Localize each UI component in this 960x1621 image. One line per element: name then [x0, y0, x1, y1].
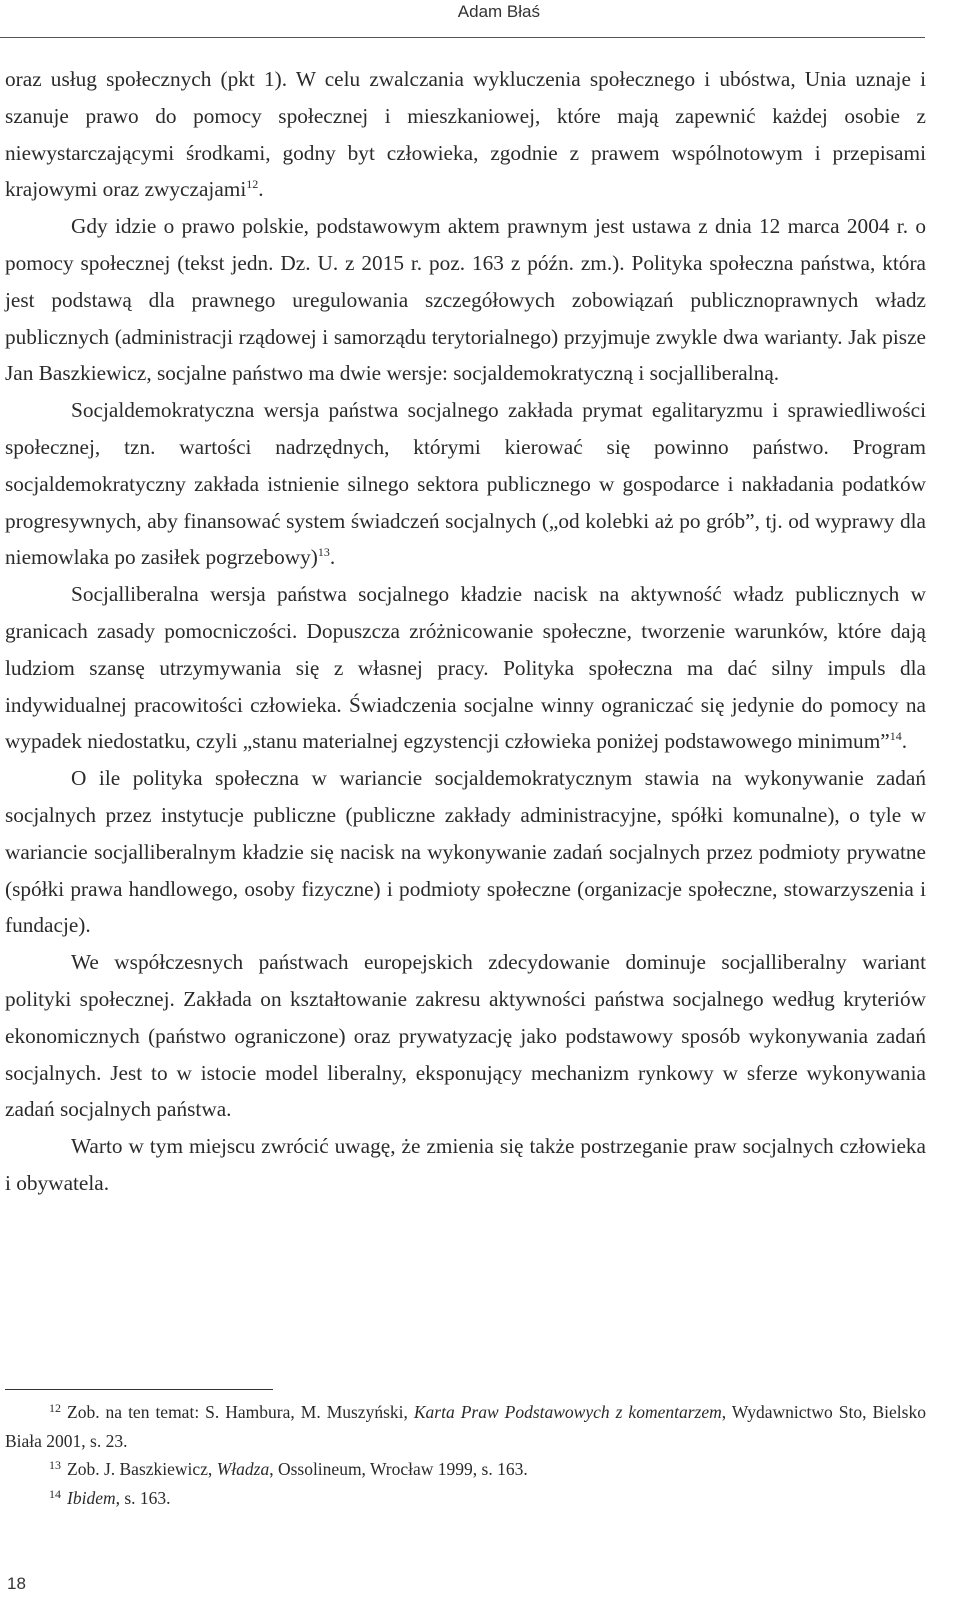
body-text [5, 61, 926, 1202]
page-number: 18 [7, 1574, 26, 1593]
paragraph-5: O ile polityka społeczna w wariancie socjaldemokratycznym stawia na wykonywanie zadań socjalnych przez instytucje publiczne (publiczne zakłady administracyjne, spółki komunalne), o tyle w wariancie socjalliberalnym kładzie się nacisk na wykonywanie zadań socjalnych przez podmioty prywatne (spółki prawa handlowego, osoby fizyczne) i podmioty społeczne (organizacje społeczne, stowarzyszenia i fundacje). [5, 766, 926, 938]
header-divider [0, 37, 925, 38]
footnote-ref-12: 12 [246, 177, 259, 192]
paragraph-1: oraz usług społecznych (pkt 1). W celu zwalczania wykluczenia społecznego i ubóstwa, Unia uznaje i szanuje prawo do pomocy społecznej i mieszkaniowej, które mają zapewnić każdej osobie z niewystarczającymi środkami, godny byt człowieka, zgodnie z prawem wspólnotowym i przepisami krajowymi oraz zwyczajami$^{12}$. [5, 67, 926, 202]
paragraph-3: Socjaldemokratyczna wersja państwa socjalnego zakłada prymat egalitaryzmu i sprawiedliwości społecznej, tzn. wartości nadrzędnych, którymi kierować się powinno państwo. Program socjaldemokratyczny zakłada istnienie silnego sektora publicznego w gospodarce i nakładania podatków progresywnych, aby finansować system świadczeń socjalnych („od kolebki aż po grób”, tj. od wyprawy dla niemowlaka po zasiłek pogrzebowy)$^{13}$. [5, 398, 926, 570]
paragraph-4: Socjalliberalna wersja państwa socjalnego kładzie nacisk na aktywność władz publicznych w granicach zasady pomocniczości. Dopuszcza zróżnicowanie społeczne, tworzenie warunków, które dają ludziom szansę utrzymywania się z własnej pracy. Polityka społeczna ma dać silny impuls dla indywidualnej pracowitości człowieka. Świadczenia socjalne winny ograniczać się jedynie do pomocy na wypadek niedostatku, czyli „stanu materialnej egzystencji człowieka poniżej podstawowego minimum”$^{14}$. [5, 582, 926, 754]
footnote-ref-14: 14 [889, 729, 902, 744]
footnotes [5, 1398, 926, 1512]
paragraph-2: Gdy idzie o prawo polskie, podstawowym aktem prawnym jest ustawa z dnia 12 marca 2004 r. o pomocy społecznej (tekst jedn. Dz. U. z 2015 r. poz. 163 z późn. zm.). Polityka społeczna państwa, która jest podstawą dla prawnego uregulowania szczegółowych zobowiązań publicznoprawnych władz publicznych (administracji rządowej i samorządu terytorialnego) przyjmuje zwykle dwa warianty. Jak pisze Jan Baszkiewicz, socjalne państwo ma dwie wersje: socjaldemokratyczną i socjalliberalną. [5, 214, 926, 386]
footnote-13: $^{13}$ Zob. J. Baszkiewicz, Władza, Ossolineum, Wrocław 1999, s. 163. [49, 1458, 528, 1479]
paragraph-7: Warto w tym miejscu zwrócić uwagę, że zmienia się także postrzeganie praw socjalnych człowieka i obywatela. [5, 1134, 926, 1195]
paragraph-6: We współczesnych państwach europejskich zdecydowanie dominuje socjalliberalny wariant polityki społecznej. Zakłada on kształtowanie zakresu aktywności państwa socjalnego według kryteriów ekonomicznych (państwo ograniczone) oraz prywatyzację jako podstawowy sposób wykonywania zadań socjalnych. Jest to w istocie model liberalny, eksponujący mechanizm rynkowy w sferze wykonywania zadań socjalnych państwa. [5, 950, 926, 1122]
footnote-14: $^{14}$ Ibidem, s. 163. [49, 1486, 171, 1508]
footnote-divider [5, 1389, 273, 1390]
running-head-author: Adam Błaś [457, 2, 540, 21]
footnote-ref-13: 13 [317, 545, 330, 560]
footnote-12: $^{12}$ Zob. na ten temat: S. Hambura, M. Muszyński, Karta Praw Podstawowych z komentarzem, Wydawnictwo Sto, Bielsko Biała 2001, s. 23. [5, 1401, 926, 1451]
